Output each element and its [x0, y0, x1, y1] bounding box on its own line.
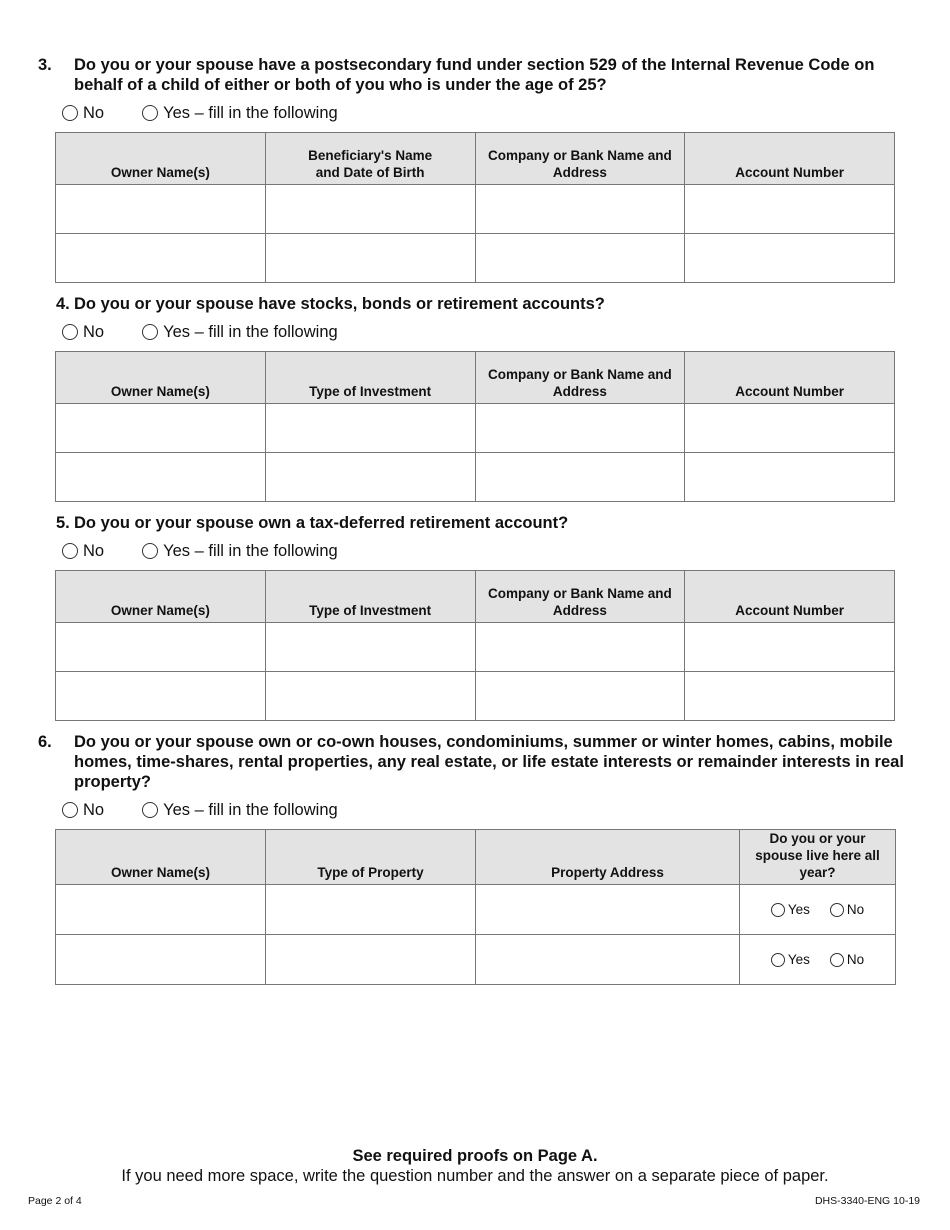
q5-cell-account[interactable]	[685, 623, 895, 672]
q4-cell-owner[interactable]	[56, 404, 266, 453]
q6-row2-yes-radio[interactable]	[771, 953, 785, 967]
q6-row2-yes-label: Yes	[787, 952, 810, 967]
q6-row1-yes-label: Yes	[787, 902, 810, 917]
q5-header-company: Company or Bank Name and Address	[475, 571, 685, 623]
q3-cell-company[interactable]	[475, 185, 685, 234]
table-row	[56, 185, 895, 234]
q5-table	[55, 570, 895, 721]
question-6-options	[62, 800, 376, 820]
q4-cell-account[interactable]	[685, 404, 895, 453]
q5-yes-radio[interactable]	[142, 543, 158, 559]
q6-cell-address[interactable]	[476, 935, 740, 985]
q3-header-beneficiary: Beneficiary's Name and Date of Birth	[265, 133, 475, 185]
q4-cell-company[interactable]	[475, 404, 685, 453]
q4-yes-label: Yes – fill in the following	[163, 322, 338, 341]
table-row	[56, 935, 896, 985]
q3-cell-account[interactable]	[685, 185, 895, 234]
q6-row2-yes-option[interactable]	[771, 952, 810, 967]
question-4-number: 4.	[56, 295, 70, 313]
q3-yes-option[interactable]	[142, 104, 338, 123]
q6-cell-live-here	[740, 885, 896, 935]
table-row	[56, 234, 895, 283]
q6-cell-owner[interactable]	[56, 935, 266, 985]
q4-yes-option[interactable]	[142, 323, 338, 342]
q6-header-type: Type of Property	[266, 830, 476, 885]
q6-row2-no-option[interactable]	[830, 952, 864, 967]
q6-row1-no-radio[interactable]	[830, 903, 844, 917]
q4-cell-owner[interactable]	[56, 453, 266, 502]
q4-cell-type[interactable]	[265, 453, 475, 502]
q5-cell-type[interactable]	[265, 623, 475, 672]
q6-header-address: Property Address	[476, 830, 740, 885]
q3-table	[55, 132, 895, 283]
q6-cell-live-here	[740, 935, 896, 985]
q4-no-option[interactable]	[62, 323, 104, 342]
q6-no-option[interactable]	[62, 801, 104, 820]
table-row	[56, 623, 895, 672]
q6-row1-yes-radio[interactable]	[771, 903, 785, 917]
q5-cell-company[interactable]	[475, 623, 685, 672]
q3-cell-owner[interactable]	[56, 234, 266, 283]
space-note: If you need more space, write the question number and the answer on a separate piece of paper.	[121, 1167, 829, 1185]
q4-no-radio[interactable]	[62, 324, 78, 340]
q6-yes-radio[interactable]	[142, 802, 158, 818]
question-5-text: Do you or your spouse own a tax-deferred retirement account?	[74, 514, 569, 532]
q3-cell-beneficiary[interactable]	[265, 185, 475, 234]
q3-yes-label: Yes – fill in the following	[163, 103, 338, 122]
question-3-number: 3.	[38, 56, 52, 74]
question-4	[56, 294, 896, 314]
q5-no-radio[interactable]	[62, 543, 78, 559]
q6-row2-no-radio[interactable]	[830, 953, 844, 967]
q5-cell-account[interactable]	[685, 672, 895, 721]
q6-yes-option[interactable]	[142, 801, 338, 820]
q6-cell-address[interactable]	[476, 885, 740, 935]
q4-header-owner: Owner Name(s)	[56, 352, 266, 404]
table-row	[56, 885, 896, 935]
q3-cell-owner[interactable]	[56, 185, 266, 234]
q4-cell-type[interactable]	[265, 404, 475, 453]
q5-no-option[interactable]	[62, 542, 104, 561]
q6-row1-no-option[interactable]	[830, 902, 864, 917]
q3-header-owner: Owner Name(s)	[56, 133, 266, 185]
q5-cell-type[interactable]	[265, 672, 475, 721]
q5-header-account: Account Number	[685, 571, 895, 623]
q4-cell-company[interactable]	[475, 453, 685, 502]
q3-no-radio[interactable]	[62, 105, 78, 121]
q4-no-label: No	[83, 322, 105, 341]
q5-cell-company[interactable]	[475, 672, 685, 721]
q5-cell-owner[interactable]	[56, 672, 266, 721]
question-6-text: Do you or your spouse own or co-own houses, condominiums, summer or winter homes, cabins, mobile homes, time-shares, rental properties, any real estate, or life estate interests or remainder interests in real property?	[74, 733, 904, 791]
q4-header-type: Type of Investment	[265, 352, 475, 404]
proofs-note: See required proofs on Page A.	[352, 1147, 598, 1165]
q4-header-company: Company or Bank Name and Address	[475, 352, 685, 404]
question-3-text: Do you or your spouse have a postsecondary fund under section 529 of the Internal Revenue Code on behalf of a child of either or both of you who is under the age of 25?	[74, 56, 875, 94]
q4-table	[55, 351, 895, 502]
q6-yes-label: Yes – fill in the following	[163, 800, 338, 819]
question-5-options	[62, 541, 376, 561]
q4-cell-account[interactable]	[685, 453, 895, 502]
question-5-number: 5.	[56, 514, 70, 532]
table-row	[56, 404, 895, 453]
question-4-options	[62, 322, 376, 342]
q6-row2-no-label: No	[846, 952, 865, 967]
q5-yes-option[interactable]	[142, 542, 338, 561]
q6-cell-owner[interactable]	[56, 885, 266, 935]
q5-cell-owner[interactable]	[56, 623, 266, 672]
q4-header-account: Account Number	[685, 352, 895, 404]
page-number: Page 2 of 4	[28, 1195, 82, 1207]
q3-no-option[interactable]	[62, 104, 104, 123]
question-5	[56, 513, 896, 533]
q3-header-account: Account Number	[685, 133, 895, 185]
table-row	[56, 672, 895, 721]
q5-yes-label: Yes – fill in the following	[163, 541, 338, 560]
q6-no-label: No	[83, 800, 105, 819]
q6-cell-type[interactable]	[266, 885, 476, 935]
q6-header-owner: Owner Name(s)	[56, 830, 266, 885]
q6-table	[55, 829, 896, 985]
question-3-options	[62, 103, 376, 123]
question-3	[38, 55, 914, 95]
q5-header-type: Type of Investment	[265, 571, 475, 623]
q6-header-live-here: Do you or your spouse live here all year?	[740, 830, 896, 885]
table-row	[56, 453, 895, 502]
q3-no-label: No	[83, 103, 105, 122]
q6-row1-no-label: No	[846, 902, 865, 917]
q4-yes-radio[interactable]	[142, 324, 158, 340]
question-6	[38, 732, 914, 792]
q5-header-owner: Owner Name(s)	[56, 571, 266, 623]
question-6-number: 6.	[38, 733, 52, 751]
q6-row1-yes-option[interactable]	[771, 902, 810, 917]
q3-cell-company[interactable]	[475, 234, 685, 283]
q3-header-company: Company or Bank Name and Address	[475, 133, 685, 185]
q3-yes-radio[interactable]	[142, 105, 158, 121]
q6-cell-type[interactable]	[266, 935, 476, 985]
form-id: DHS-3340-ENG 10-19	[814, 1195, 920, 1207]
q5-no-label: No	[83, 541, 105, 560]
q3-cell-beneficiary[interactable]	[265, 234, 475, 283]
q6-no-radio[interactable]	[62, 802, 78, 818]
question-4-text: Do you or your spouse have stocks, bonds or retirement accounts?	[74, 295, 605, 313]
q3-cell-account[interactable]	[685, 234, 895, 283]
